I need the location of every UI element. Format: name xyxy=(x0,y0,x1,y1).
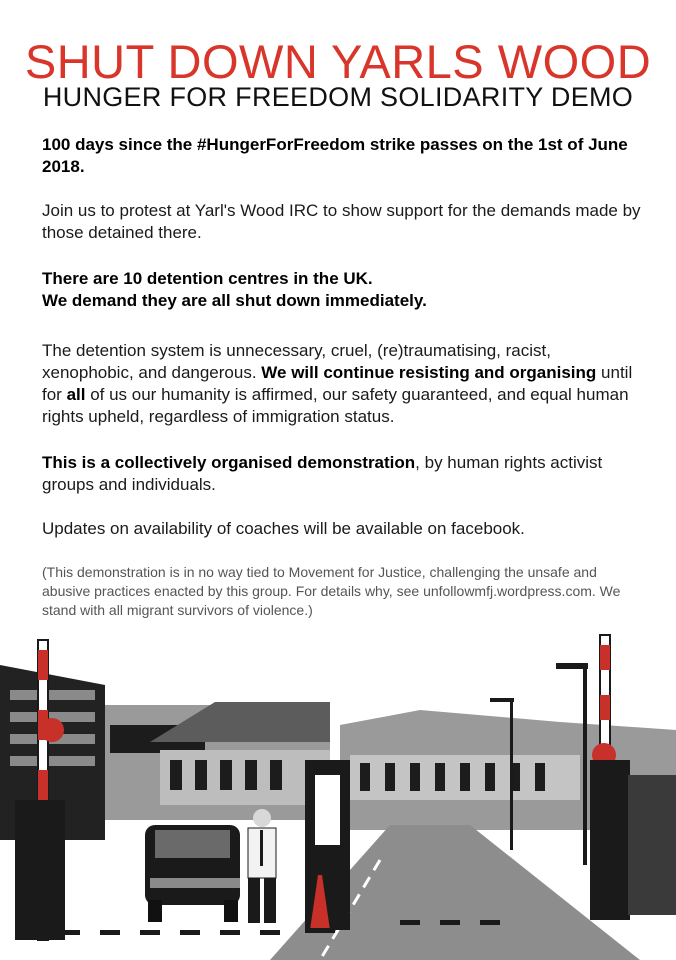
right-barrier xyxy=(590,635,676,920)
collective-bold: This is a collectively organised demonstration xyxy=(42,453,416,472)
coaches-paragraph: Updates on availability of coaches will be available on facebook. xyxy=(42,519,525,538)
intro-text: 100 days since the #HungerForFreedom strike passes on the 1st of June 2018. xyxy=(42,135,628,176)
demand-paragraph xyxy=(42,268,642,312)
demand-line-2: We demand they are all shut down immediately. xyxy=(42,291,427,310)
detention-paragraph xyxy=(42,340,642,428)
disclaimer-text-b: . We stand with all migrant survivors of violence.) xyxy=(42,583,621,618)
detention-centre-illustration xyxy=(0,630,676,960)
detention-text-b: until for xyxy=(42,363,633,404)
demand-line-1: There are 10 detention centres in the UK. xyxy=(42,269,373,288)
intro-paragraph xyxy=(42,134,642,178)
detention-text-c: of us our humanity is affirmed, our safety guaranteed, and equal human rights upheld, regardless of immigration status. xyxy=(42,385,629,426)
join-paragraph: Join us to protest at Yarl's Wood IRC to show support for the demands made by those detained there. xyxy=(42,201,641,242)
detention-bold-resist: We will continue resisting and organising xyxy=(261,363,597,382)
poster-title: SHUT DOWN YARLS WOOD xyxy=(24,35,652,88)
detention-bold-all: all xyxy=(66,385,86,404)
unfollowmfj-link[interactable]: unfollowmfj.wordpress.com xyxy=(423,583,592,599)
disclaimer-text-a: (This demonstration is in no way tied to Movement for Justice, challenging the unsafe and abusive practices enacted by this group. For details why, see xyxy=(42,564,597,599)
detention-text-a: The detention system is unnecessary, cruel, (re)traumatising, racist, xenophobic, and dangerous. xyxy=(42,341,551,382)
collective-paragraph xyxy=(42,452,642,496)
disclaimer-note xyxy=(42,563,642,620)
collective-rest: , by human rights activist groups and individuals. xyxy=(42,453,603,494)
poster-subtitle: HUNGER FOR FREEDOM SOLIDARITY DEMO xyxy=(42,82,634,112)
